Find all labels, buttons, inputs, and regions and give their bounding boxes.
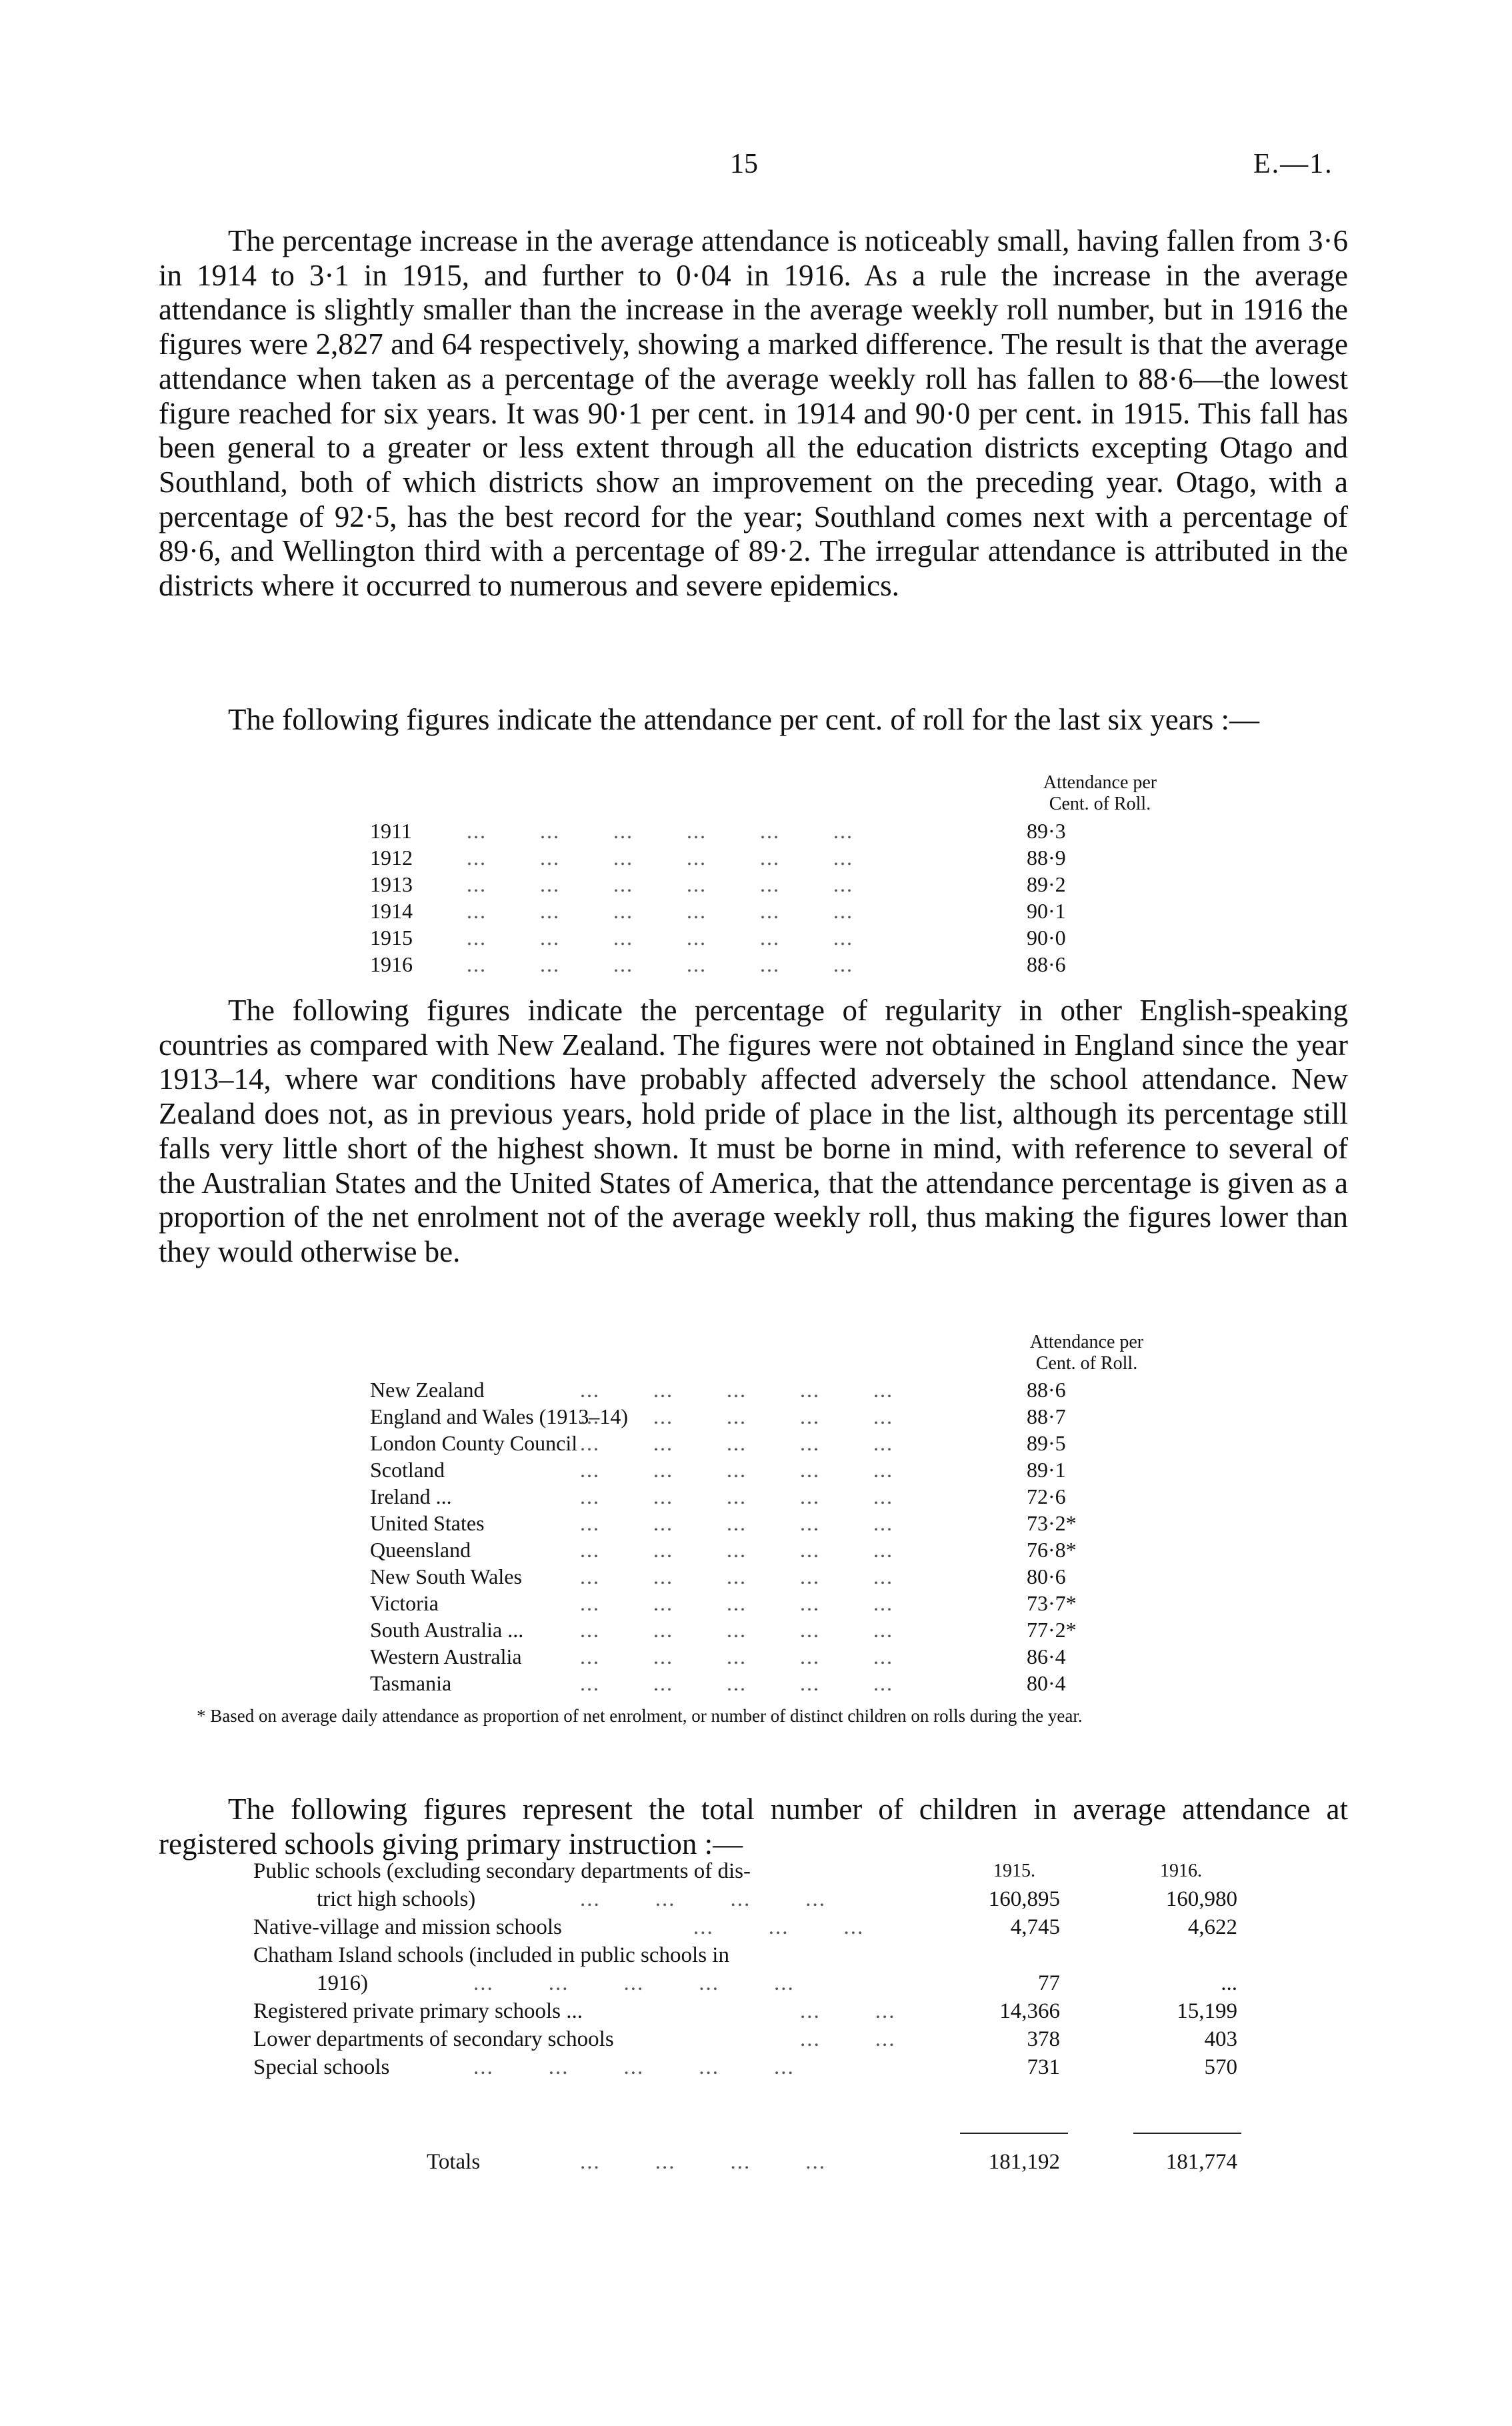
country-label: South Australia ...: [370, 1618, 527, 1642]
leader-dots: ... ...: [800, 2027, 896, 2051]
leader-dots: ... ... ... ... ... ...: [467, 952, 853, 976]
school-type-label: Public schools (excluding secondary departments of dis-: [253, 1859, 751, 1883]
table-row: [0, 1644, 1512, 1672]
table-row: [0, 819, 1512, 847]
table-row: [0, 1538, 1512, 1566]
table-row: [0, 1915, 1512, 1945]
table-row: [0, 952, 1512, 980]
table-row: [0, 872, 1512, 900]
school-type-label: Chatham Island schools (included in public schools in: [253, 1943, 729, 1967]
leader-dots: ... ... ...: [693, 1915, 865, 1939]
year-label: 1911: [370, 819, 416, 844]
table-row: [0, 1511, 1512, 1539]
country-label: Ireland ...: [370, 1484, 456, 1509]
attendance-value: 90·1: [1027, 899, 1066, 923]
value-1916: ...: [1221, 1971, 1237, 1995]
year-label: 1912: [370, 846, 417, 870]
totals-1915: 181,192: [988, 2150, 1060, 2174]
school-type-label: Registered private primary schools ...: [253, 1999, 583, 2023]
school-type-label: Special schools: [253, 2055, 390, 2079]
table-row: [0, 846, 1512, 874]
table-years-column-header: Attendance per Cent. of Roll.: [1043, 772, 1157, 814]
attendance-value: 88·6: [1027, 1378, 1066, 1402]
year-label: 1914: [370, 899, 417, 924]
value-1915: 77: [1038, 1971, 1060, 1995]
totals-label: Totals: [427, 2150, 481, 2174]
table-row: [0, 2027, 1512, 2057]
table-row: [0, 1943, 1512, 1973]
attendance-value: 80·6: [1027, 1564, 1066, 1588]
leader-dots: ... ... ... ... ...: [473, 2055, 795, 2079]
page-header: [0, 148, 1512, 188]
page-number: 15: [730, 149, 758, 179]
attendance-value: 76·8*: [1027, 1538, 1077, 1562]
paragraph-attendance-increase: The percentage increase in the average attendance is noticeably small, having fallen from 3·6 in 1914 to 3·1 in 1915, and further to 0·04 in 1916. As a rule the increase in the average attendance is slightly smaller than the increase in the average weekly roll number, but in 1916 the figures were 2,827 and 64 respectively, showing a marked difference. The result is that the average attendance when taken as a percentage of the average weekly roll has fallen to 88·6—the lowest figure reached for six years. It was 90·1 per cent. in 1914 and 90·0 per cent. in 1915. This fall has been general to a greater or less extent through all the education districts excepting Otago and Southland, both of which districts show an improvement on the preceding year. Otago, with a percentage of 92·5, has the best record for the year; Southland comes next with a percentage of 89·6, and Wellington third with a percentage of 89·2. The irregular attendance is attributed in the districts where it occurred to numerous and severe epidemics.: [159, 224, 1348, 603]
attendance-value: 89·5: [1027, 1431, 1066, 1455]
leader-dots: ... ... ... ...: [580, 1887, 826, 1911]
school-type-label: trict high schools): [317, 1887, 476, 1911]
leader-dots: ... ... ... ... ... ...: [467, 872, 853, 896]
year-label: 1913: [370, 872, 417, 897]
country-label: Tasmania: [370, 1671, 455, 1696]
country-label: England and Wales (1913–14): [370, 1404, 632, 1429]
attendance-value: 72·6: [1027, 1484, 1066, 1508]
leader-dots: ... ... ... ... ...: [580, 1538, 893, 1562]
attendance-value: 89·3: [1027, 819, 1066, 843]
value-1916: 4,622: [1187, 1915, 1237, 1939]
paragraph-six-years-intro: The following figures indicate the attendance per cent. of roll for the last six years :—: [228, 703, 1259, 736]
country-label: United States: [370, 1511, 489, 1536]
attendance-value: 88·9: [1027, 846, 1066, 870]
leader-dots: ... ... ... ... ...: [580, 1378, 893, 1402]
country-label: Scotland: [370, 1458, 449, 1482]
attendance-value: 88·7: [1027, 1404, 1066, 1428]
table-row: [0, 1591, 1512, 1619]
school-type-label: Lower departments of secondary schools: [253, 2027, 614, 2051]
country-label: Queensland: [370, 1538, 475, 1562]
leader-dots: ... ... ... ... ... ...: [467, 899, 853, 923]
table-row: [0, 1484, 1512, 1512]
table-row: [0, 1859, 1512, 1889]
leader-dots: ... ... ... ...: [580, 2150, 826, 2174]
leader-dots: ... ... ... ... ...: [580, 1564, 893, 1588]
value-1916: 403: [1204, 2027, 1237, 2051]
value-1915: 14,366: [999, 1999, 1060, 2023]
country-label: Victoria: [370, 1591, 443, 1616]
year-label: 1916: [370, 952, 417, 977]
table-row: [0, 1458, 1512, 1486]
value-1915: 378: [1027, 2027, 1060, 2051]
leader-dots: ... ... ... ... ...: [580, 1618, 893, 1642]
attendance-value: 73·2*: [1027, 1511, 1077, 1535]
leader-dots: ... ... ... ... ... ...: [467, 846, 853, 870]
table-row: [0, 2055, 1512, 2085]
attendance-value: 73·7*: [1027, 1591, 1077, 1615]
attendance-value: 88·6: [1027, 952, 1066, 976]
table-row: [0, 1378, 1512, 1406]
leader-dots: ... ... ... ... ...: [580, 1404, 893, 1428]
totals-row: [0, 2150, 1512, 2179]
leader-dots: ... ... ... ... ...: [580, 1644, 893, 1668]
attendance-value: 86·4: [1027, 1644, 1066, 1668]
table-row: [0, 926, 1512, 954]
table-row: [0, 1618, 1512, 1646]
table-countries-column-header: Attendance per Cent. of Roll.: [1029, 1332, 1144, 1374]
value-1916: 15,199: [1177, 1999, 1237, 2023]
column-header-1915: 1915.: [993, 1861, 1035, 1881]
table-row: [0, 1971, 1512, 2001]
leader-dots: ... ... ... ... ...: [473, 1971, 795, 1995]
table-row: [0, 1887, 1512, 1917]
school-type-label: Native-village and mission schools: [253, 1915, 562, 1939]
value-1915: 4,745: [1010, 1915, 1060, 1939]
table-row: [0, 1564, 1512, 1592]
totals-1916: 181,774: [1165, 2150, 1237, 2174]
value-1916: 160,980: [1165, 1887, 1237, 1911]
country-label: New South Wales: [370, 1564, 526, 1589]
leader-dots: ... ... ... ... ...: [580, 1458, 893, 1482]
table-row: [0, 1404, 1512, 1432]
value-1916: 570: [1204, 2055, 1237, 2079]
attendance-value: 80·4: [1027, 1671, 1066, 1695]
document-reference: E.—1.: [1253, 149, 1333, 179]
leader-dots: ... ... ... ... ... ...: [467, 819, 853, 843]
table-row: [0, 1431, 1512, 1459]
table-row: [0, 899, 1512, 927]
leader-dots: ... ... ... ... ...: [580, 1431, 893, 1455]
sum-rule-1915: [960, 2133, 1068, 2134]
paragraph-other-countries: The following figures indicate the percentage of regularity in other English-speaking countries as compared with New Zealand. The figures were not obtained in England since the year 1913–14, where war conditions have probably affected adversely the school attendance. New Zealand does not, as in previous years, hold pride of place in the list, although its percentage still falls very little short of the highest shown. It must be borne in mind, with reference to several of the Australian States and the United States of America, that the attendance percentage is given as a proportion of the net enrolment not of the average weekly roll, thus making the figures lower than they would otherwise be.: [159, 994, 1348, 1268]
country-label: New Zealand: [370, 1378, 488, 1402]
attendance-value: 77·2*: [1027, 1618, 1077, 1642]
value-1915: 731: [1027, 2055, 1060, 2079]
sum-rule-1916: [1133, 2133, 1241, 2134]
leader-dots: ... ... ... ... ...: [580, 1671, 893, 1695]
attendance-value: 90·0: [1027, 926, 1066, 950]
leader-dots: ... ... ... ... ...: [580, 1511, 893, 1535]
year-label: 1915: [370, 926, 417, 950]
table-row: [0, 1999, 1512, 2029]
leader-dots: ... ...: [800, 1999, 896, 2023]
column-header-1916: 1916.: [1160, 1861, 1202, 1881]
footnote: * Based on average daily attendance as proportion of net enrolment, or number of distinct children on rolls during the year.: [197, 1706, 1083, 1726]
value-1915: 160,895: [988, 1887, 1060, 1911]
school-type-label: 1916): [317, 1971, 368, 1995]
attendance-value: 89·2: [1027, 872, 1066, 896]
paragraph-total-children: The following figures represent the total number of children in average attendance at registered schools giving primary instruction :—: [159, 1792, 1348, 1861]
leader-dots: ... ... ... ... ...: [580, 1591, 893, 1615]
country-label: Western Australia: [370, 1644, 526, 1669]
attendance-value: 89·1: [1027, 1458, 1066, 1482]
leader-dots: ... ... ... ... ... ...: [467, 926, 853, 950]
country-label: London County Council: [370, 1431, 581, 1456]
table-row: [0, 1671, 1512, 1699]
leader-dots: ... ... ... ... ...: [580, 1484, 893, 1508]
